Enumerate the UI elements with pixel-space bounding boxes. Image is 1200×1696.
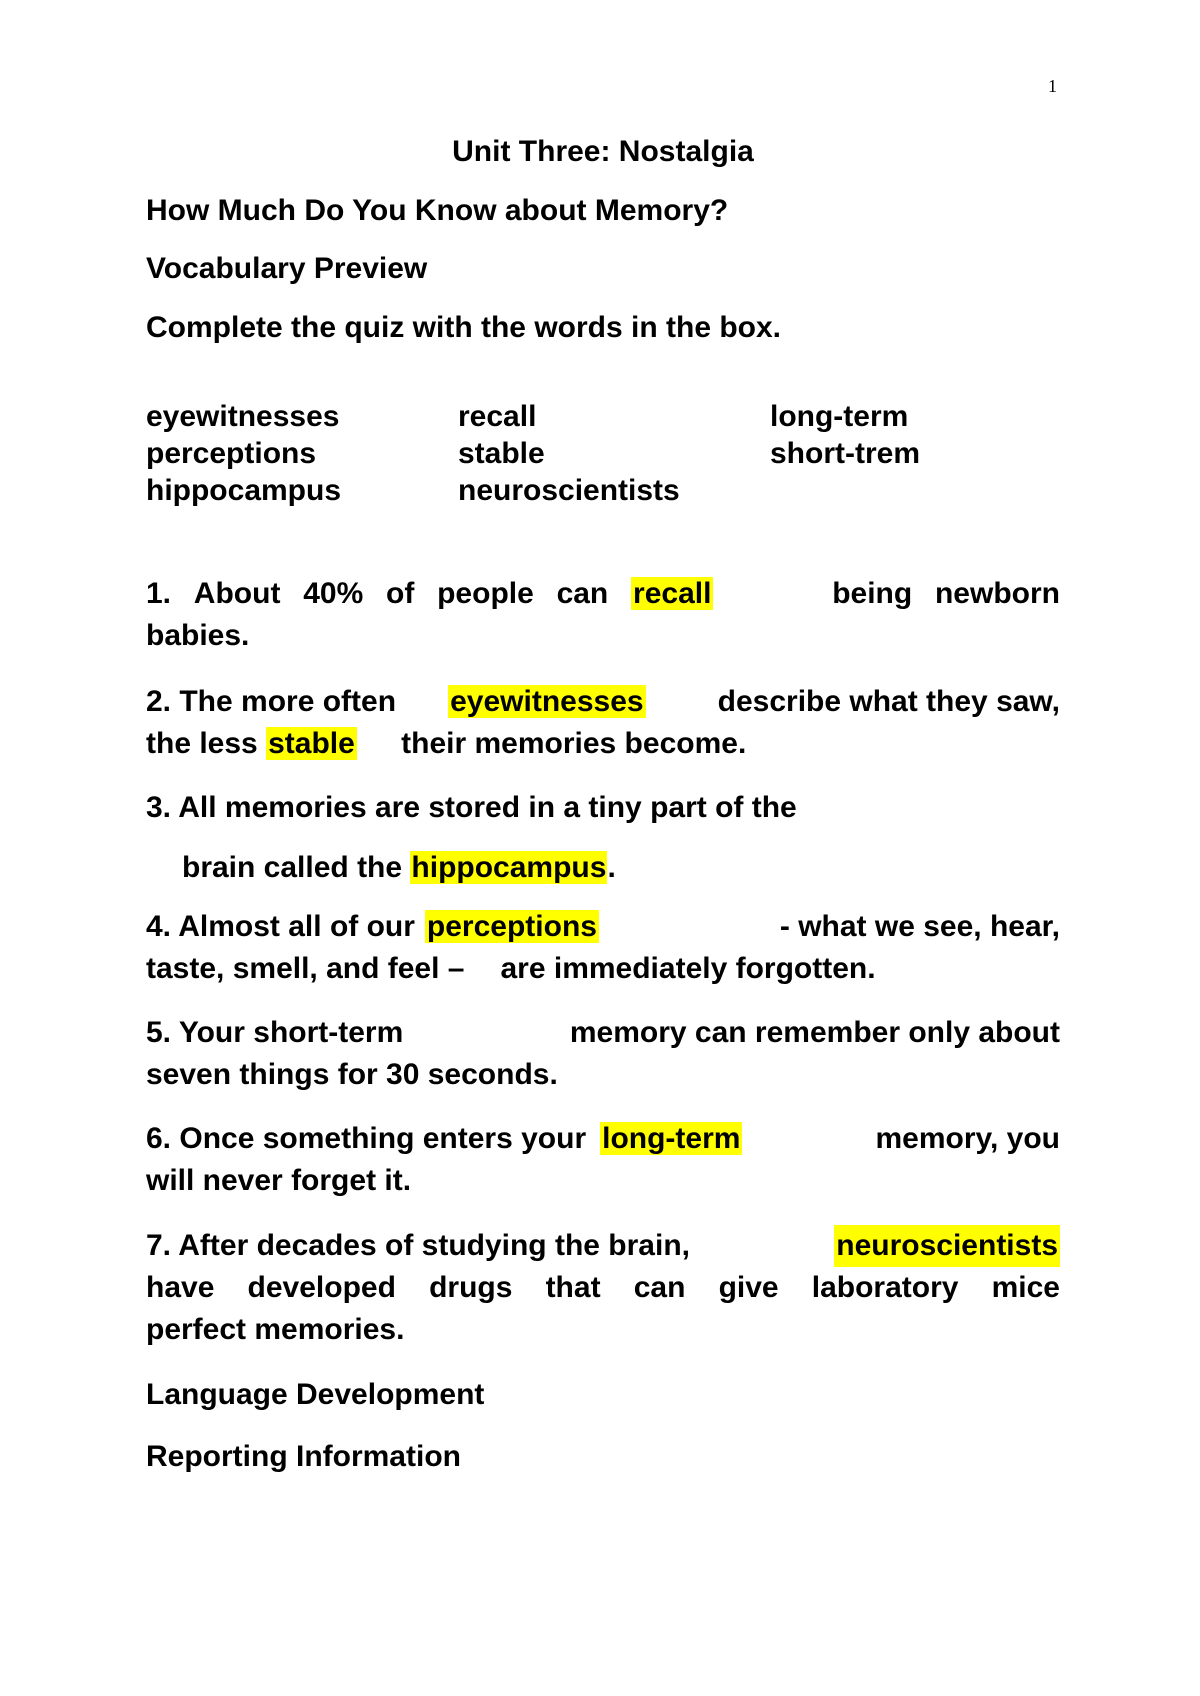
word-box-item: hippocampus xyxy=(146,474,342,507)
word-box-item xyxy=(770,472,1060,509)
word-box-item: stable xyxy=(458,437,545,470)
quiz-item-6: 6. Once something enters your long-term memory, you will never forget it. xyxy=(146,1122,1060,1197)
answer-highlight: hippocampus xyxy=(411,851,607,884)
instruction: Complete the quiz with the words in the box. xyxy=(146,311,782,344)
section-language-heading: Language Development xyxy=(146,1378,485,1411)
answer-highlight: stable xyxy=(268,727,355,760)
answer-highlight: neuroscientists xyxy=(834,1225,1060,1267)
word-box-item: recall xyxy=(458,400,537,433)
answer-highlight: long-term xyxy=(602,1122,741,1155)
page-number: 1 xyxy=(1048,76,1057,96)
section-reporting-heading: Reporting Information xyxy=(146,1440,461,1473)
quiz-item-3: 3. All memories are stored in a tiny part of the xyxy=(146,791,797,824)
quiz-item-4: 4. Almost all of our perceptions - what we see, hear, taste, smell, and feel – are immediately forgotten. xyxy=(146,910,1060,985)
word-box-item: short-trem xyxy=(770,437,921,470)
quiz-item-5: 5. Your short-term memory can remember only about seven things for 30 seconds. xyxy=(146,1016,1060,1091)
quiz-item-2: 2. The more often eyewitnesses describe what they saw, the less stable their memories become. xyxy=(146,685,1060,760)
quiz-item-7: 7. After decades of studying the brain, neuroscientists have developed drugs that can give laboratory mice perfect memories. xyxy=(146,1225,1060,1351)
section-vocabulary-heading: Vocabulary Preview xyxy=(146,252,428,285)
quiz-item-1: 1. About 40% of people can recall being newborn babies. xyxy=(146,577,1060,652)
page-title: Unit Three: Nostalgia xyxy=(452,135,754,168)
word-box-item: eyewitnesses xyxy=(146,400,340,433)
word-box xyxy=(146,398,1060,509)
word-box-item: perceptions xyxy=(146,437,317,470)
quiz-item-3-line-2: brain called the hippocampus. xyxy=(182,851,616,884)
word-box-item: long-term xyxy=(770,400,909,433)
answer-highlight: perceptions xyxy=(426,910,597,943)
answer-highlight: eyewitnesses xyxy=(450,685,644,718)
word-box-item: neuroscientists xyxy=(458,474,680,507)
answer-highlight: recall xyxy=(633,577,712,610)
subtitle: How Much Do You Know about Memory? xyxy=(146,194,729,227)
